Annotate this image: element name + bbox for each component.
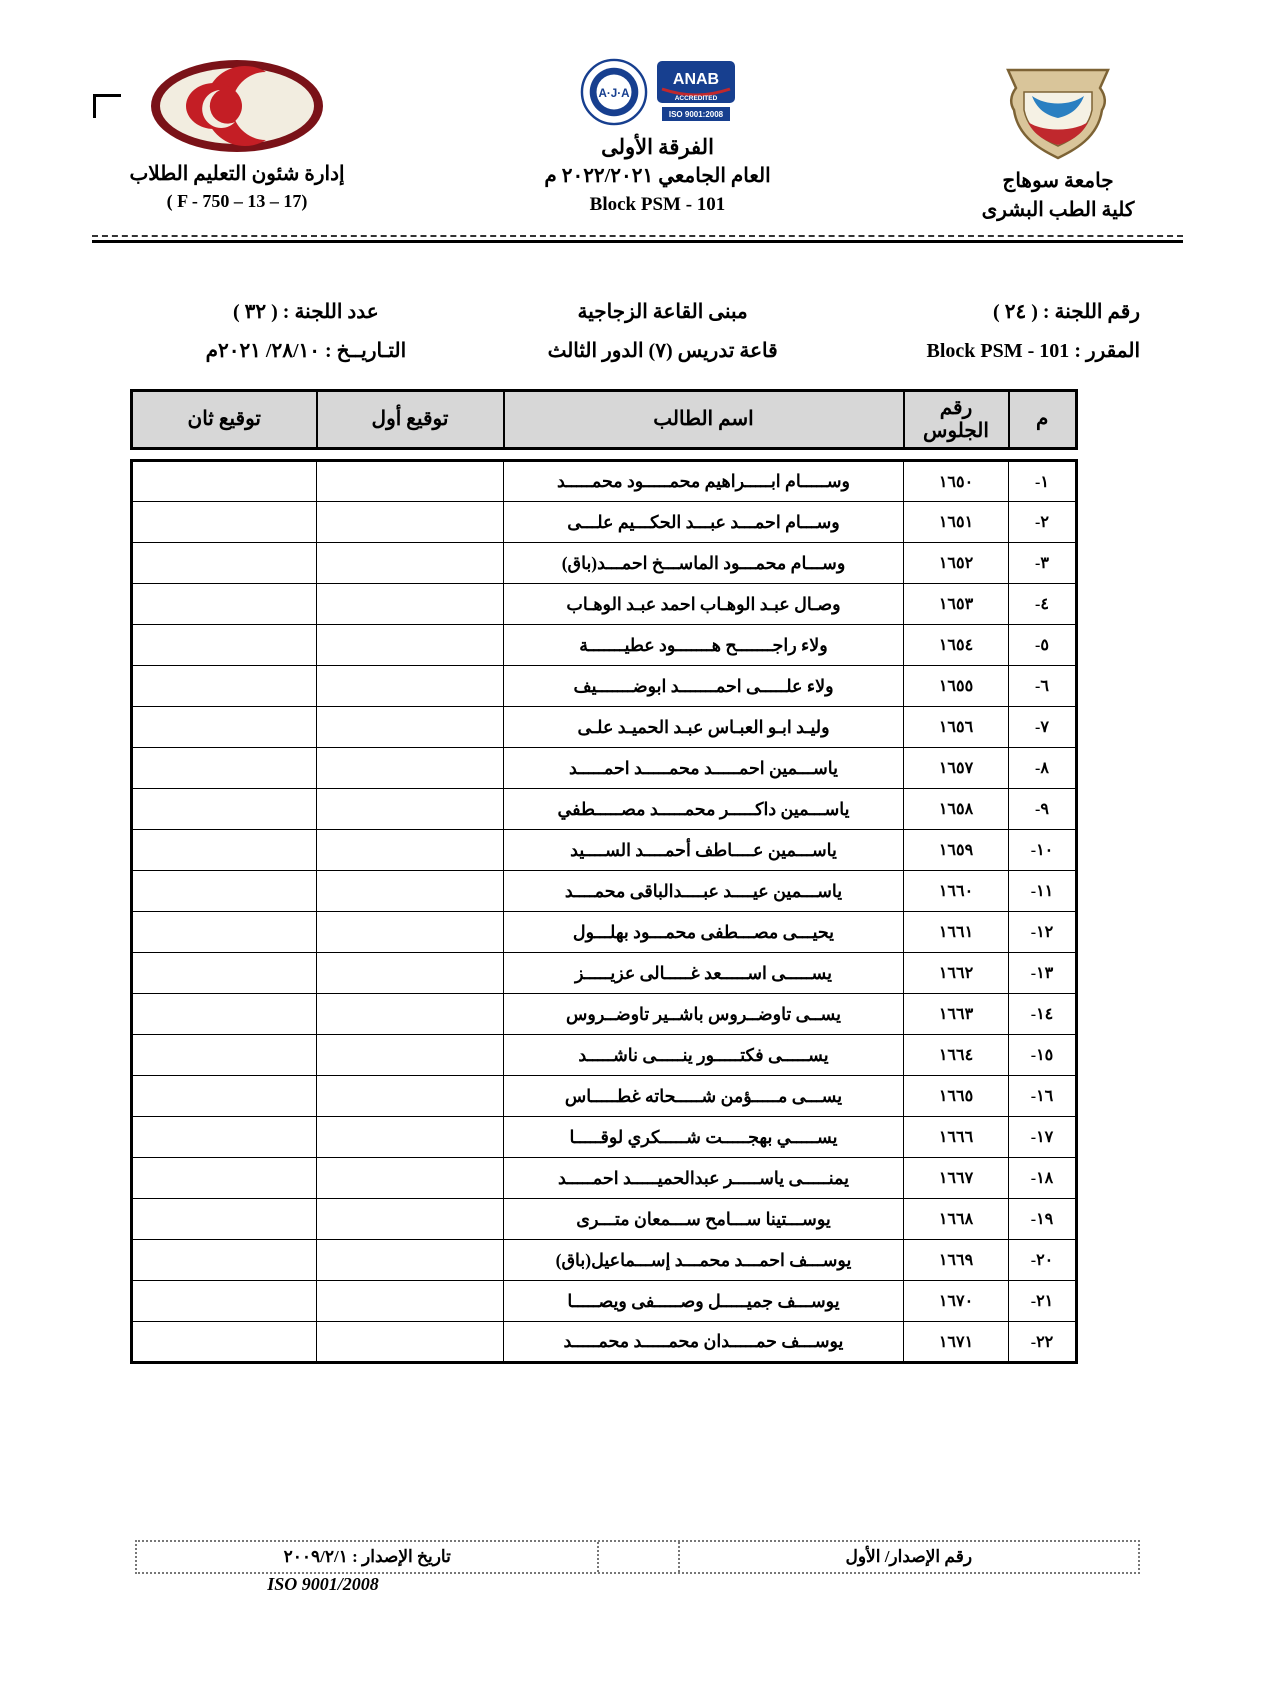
- course-value: Block PSM - 101: [926, 340, 1070, 362]
- department-header-block: [92, 58, 382, 212]
- faculty-name: كلية الطب البشرى: [981, 199, 1135, 221]
- block-code: Block PSM - 101: [589, 194, 726, 216]
- student-row: [132, 502, 1077, 543]
- footer-box: [135, 1540, 1140, 1574]
- row-number-cell: ٢٠-: [1009, 1240, 1077, 1281]
- student-row: [132, 912, 1077, 953]
- first-signature-cell: [317, 1322, 504, 1363]
- first-signature-cell: [317, 1281, 504, 1322]
- row-number-cell: ١٦-: [1009, 1076, 1077, 1117]
- student-row: [132, 789, 1077, 830]
- second-signature-cell: [132, 461, 317, 502]
- student-row: [132, 1158, 1077, 1199]
- iso-standard-label: ISO 9001/2008: [267, 1574, 379, 1594]
- student-name-cell: ولاء علـــــى احمـــــــد ابوضـــــــيف: [504, 666, 904, 707]
- page-header: [92, 58, 1183, 225]
- sohag-university-shield-logo: [1002, 66, 1114, 161]
- student-name-cell: يســى تاوضــروس باشــير تاوضــروس: [504, 994, 904, 1035]
- second-signature-cell: [132, 502, 317, 543]
- seat-number-cell: ١٦٥٨: [904, 789, 1009, 830]
- row-number-cell: ١١-: [1009, 871, 1077, 912]
- row-number-cell: ١٤-: [1009, 994, 1077, 1035]
- anab-accreditation-logo: [656, 60, 736, 124]
- student-row: [132, 871, 1077, 912]
- second-signature-cell: [132, 1322, 317, 1363]
- exam-date: التـاريــخ : ٢٨/١٠/ ٢٠٢١م: [205, 340, 407, 362]
- department-name: إدارة شئون التعليم الطلاب: [129, 163, 345, 185]
- first-signature-cell: [317, 1158, 504, 1199]
- student-name-cell: ياســـمين عــــاطف أحمــــد الســــيد: [504, 830, 904, 871]
- student-row: [132, 461, 1077, 502]
- first-signature-cell: [317, 953, 504, 994]
- first-signature-cell: [317, 789, 504, 830]
- issue-version: رقم الإصدار/ الأول: [678, 1542, 1138, 1572]
- second-signature-cell: [132, 912, 317, 953]
- attendance-table-body-table: [130, 459, 1078, 1364]
- footer-spacer: [597, 1542, 677, 1572]
- first-signature-cell: [317, 830, 504, 871]
- university-name: جامعة سوهاج: [1002, 170, 1114, 192]
- seat-number-cell: ١٦٦٧: [904, 1158, 1009, 1199]
- student-name-cell: وســـــام ابـــــراهيم محمـــــود محمـــــد: [504, 461, 904, 502]
- seat-number-cell: ١٦٥٥: [904, 666, 1009, 707]
- student-name-cell: وصـال عبـد الوهـاب احمد عبـد الوهـاب: [504, 584, 904, 625]
- student-row: [132, 584, 1077, 625]
- first-signature-cell: [317, 1076, 504, 1117]
- seat-number-cell: ١٦٧١: [904, 1322, 1009, 1363]
- student-name-cell: يســـــى اســـــعد غـــــالى عزيـــــز: [504, 953, 904, 994]
- title-header-block: [493, 58, 823, 219]
- row-number-cell: ٤-: [1009, 584, 1077, 625]
- room-name: قاعة تدريس (٧) الدور الثالث: [547, 340, 778, 362]
- student-name-cell: يحيـــى مصـــطفى محمـــود بهلـــول: [504, 912, 904, 953]
- student-row: [132, 1322, 1077, 1363]
- second-signature-cell: [132, 666, 317, 707]
- second-signature-cell: [132, 1281, 317, 1322]
- grade-title: الفرقة الأولى: [601, 135, 714, 159]
- academic-year: العام الجامعي ٢٠٢٢/٢٠٢١ م: [544, 165, 771, 188]
- second-signature-cell: [132, 1076, 317, 1117]
- second-signature-cell: [132, 1117, 317, 1158]
- first-signature-cell: [317, 1035, 504, 1076]
- row-number-cell: ١٩-: [1009, 1199, 1077, 1240]
- committee-count: عدد اللجنة : ( ٣٢ ): [232, 301, 379, 323]
- student-row: [132, 1117, 1077, 1158]
- student-name-cell: يوســـتينا ســـامح ســـمعان متـــرى: [504, 1199, 904, 1240]
- second-signature-cell: [132, 789, 317, 830]
- course-label: المقرر :: [1074, 340, 1140, 362]
- student-name-cell: يســـى مـــــؤمن شـــــحاته غطـــــاس: [504, 1076, 904, 1117]
- student-row: [132, 953, 1077, 994]
- committee-number: رقم اللجنة : ( ٢٤ ): [993, 301, 1140, 323]
- students-table-body: [132, 461, 1077, 1363]
- student-name-cell: وســـام احمـــد عبـــد الحكـــيم علـــى: [504, 502, 904, 543]
- first-signature-cell: [317, 625, 504, 666]
- row-number-cell: ٢-: [1009, 502, 1077, 543]
- aja-registrars-logo: [580, 58, 648, 126]
- header-seat-number: رقم الجلوس: [904, 391, 1009, 449]
- row-number-cell: ١٨-: [1009, 1158, 1077, 1199]
- second-signature-cell: [132, 1035, 317, 1076]
- row-number-cell: ٧-: [1009, 707, 1077, 748]
- attendance-table-header: [130, 389, 1078, 450]
- row-number-cell: ١٧-: [1009, 1117, 1077, 1158]
- row-number-cell: ١-: [1009, 461, 1077, 502]
- row-number-cell: ١٠-: [1009, 830, 1077, 871]
- first-signature-cell: [317, 1240, 504, 1281]
- second-signature-cell: [132, 871, 317, 912]
- row-number-cell: ٣-: [1009, 543, 1077, 584]
- course-line: [849, 338, 1140, 363]
- seat-number-cell: ١٦٥٢: [904, 543, 1009, 584]
- seat-number-cell: ١٦٥٤: [904, 625, 1009, 666]
- student-row: [132, 994, 1077, 1035]
- student-name-cell: ياســـمين احمـــــد محمـــــد احمـــــد: [504, 748, 904, 789]
- second-signature-cell: [132, 707, 317, 748]
- seat-number-cell: ١٦٧٠: [904, 1281, 1009, 1322]
- student-row: [132, 1035, 1077, 1076]
- student-row: [132, 625, 1077, 666]
- header-index: م: [1009, 391, 1077, 449]
- attendance-table: [133, 389, 1078, 1364]
- student-row: [132, 666, 1077, 707]
- university-header-block: [933, 58, 1183, 225]
- student-row: [132, 543, 1077, 584]
- second-signature-cell: [132, 543, 317, 584]
- form-code: ( F - 750 – 13 – 17): [166, 191, 308, 211]
- issue-date: تاريخ الإصدار : ٢٠٠٩/٢/١: [283, 1547, 451, 1566]
- anab-sub-label: ACCREDITED: [674, 95, 717, 102]
- student-name-cell: يوســـف جميـــــل وصـــــفى ويصـــــا: [504, 1281, 904, 1322]
- first-signature-cell: [317, 502, 504, 543]
- second-signature-cell: [132, 830, 317, 871]
- first-signature-cell: [317, 1199, 504, 1240]
- seat-number-cell: ١٦٥٦: [904, 707, 1009, 748]
- second-signature-cell: [132, 994, 317, 1035]
- second-signature-cell: [132, 748, 317, 789]
- student-name-cell: وليـد ابـو العبـاس عبـد الحميـد علـى: [504, 707, 904, 748]
- seat-number-cell: ١٦٦١: [904, 912, 1009, 953]
- first-signature-cell: [317, 912, 504, 953]
- row-number-cell: ٨-: [1009, 748, 1077, 789]
- seat-number-cell: ١٦٥١: [904, 502, 1009, 543]
- row-number-cell: ١٥-: [1009, 1035, 1077, 1076]
- row-number-cell: ٦-: [1009, 666, 1077, 707]
- aja-label: A·J·A: [597, 86, 630, 100]
- first-signature-cell: [317, 461, 504, 502]
- seat-number-cell: ١٦٦٨: [904, 1199, 1009, 1240]
- student-row: [132, 1199, 1077, 1240]
- row-number-cell: ١٢-: [1009, 912, 1077, 953]
- seat-number-cell: ١٦٦٠: [904, 871, 1009, 912]
- student-name-cell: ياســـمين داكـــــر محمـــــد مصـــــطفي: [504, 789, 904, 830]
- student-name-cell: وســـام محمـــود الماســـخ احمـــد(باق): [504, 543, 904, 584]
- student-name-cell: يســـــي بهجـــــت شـــــكري لوقـــــا: [504, 1117, 904, 1158]
- second-signature-cell: [132, 584, 317, 625]
- second-signature-cell: [132, 1240, 317, 1281]
- seat-number-cell: ١٦٦٤: [904, 1035, 1009, 1076]
- header-divider: [92, 235, 1183, 243]
- student-row: [132, 830, 1077, 871]
- second-signature-cell: [132, 953, 317, 994]
- seat-number-cell: ١٦٥٧: [904, 748, 1009, 789]
- row-number-cell: ٥-: [1009, 625, 1077, 666]
- student-row: [132, 1076, 1077, 1117]
- seat-number-cell: ١٦٥٠: [904, 461, 1009, 502]
- seat-number-cell: ١٦٦٢: [904, 953, 1009, 994]
- first-signature-cell: [317, 994, 504, 1035]
- first-signature-cell: [317, 1117, 504, 1158]
- student-row: [132, 707, 1077, 748]
- row-number-cell: ١٣-: [1009, 953, 1077, 994]
- row-number-cell: ٢٢-: [1009, 1322, 1077, 1363]
- seat-number-cell: ١٦٦٣: [904, 994, 1009, 1035]
- row-number-cell: ٩-: [1009, 789, 1077, 830]
- seat-number-cell: ١٦٦٥: [904, 1076, 1009, 1117]
- faculty-of-medicine-seal: [148, 58, 326, 154]
- student-name-cell: يوســـف حمـــــدان محمـــــد محمـــــد: [504, 1322, 904, 1363]
- student-name-cell: ياســـمين عيــــد عبــــدالباقى محمــــد: [504, 871, 904, 912]
- anab-label: ANAB: [672, 71, 719, 88]
- header-first-signature: توقيع أول: [317, 391, 504, 449]
- student-row: [132, 1240, 1077, 1281]
- header-student-name: اسم الطالب: [504, 391, 904, 449]
- exam-session-info: [135, 299, 1140, 363]
- first-signature-cell: [317, 707, 504, 748]
- seat-number-cell: ١٦٦٩: [904, 1240, 1009, 1281]
- first-signature-cell: [317, 584, 504, 625]
- second-signature-cell: [132, 625, 317, 666]
- header-second-signature: توقيع ثان: [132, 391, 317, 449]
- building-name: مبنى القاعة الزجاجية: [577, 301, 748, 323]
- first-signature-cell: [317, 748, 504, 789]
- student-row: [132, 748, 1077, 789]
- second-signature-cell: [132, 1199, 317, 1240]
- first-signature-cell: [317, 543, 504, 584]
- page-footer: [135, 1540, 1140, 1594]
- page-corner-mark: [93, 94, 121, 118]
- first-signature-cell: [317, 871, 504, 912]
- student-name-cell: يســـــى فكتـــــور ينـــــى ناشـــــد: [504, 1035, 904, 1076]
- student-row: [132, 1281, 1077, 1322]
- row-number-cell: ٢١-: [1009, 1281, 1077, 1322]
- student-name-cell: يمنـــــى ياســـــر عبدالحميـــــد احمـــــد: [504, 1158, 904, 1199]
- second-signature-cell: [132, 1158, 317, 1199]
- exam-attendance-sheet: [0, 58, 1275, 1708]
- first-signature-cell: [317, 666, 504, 707]
- anab-iso-label: ISO 9001:2008: [668, 110, 723, 119]
- seat-number-cell: ١٦٥٣: [904, 584, 1009, 625]
- student-name-cell: ولاء راجـــــــح هـــــــود عطيـــــــة: [504, 625, 904, 666]
- student-name-cell: يوســـف احمـــد محمـــد إســـماعيل(باق): [504, 1240, 904, 1281]
- seat-number-cell: ١٦٦٦: [904, 1117, 1009, 1158]
- seat-number-cell: ١٦٥٩: [904, 830, 1009, 871]
